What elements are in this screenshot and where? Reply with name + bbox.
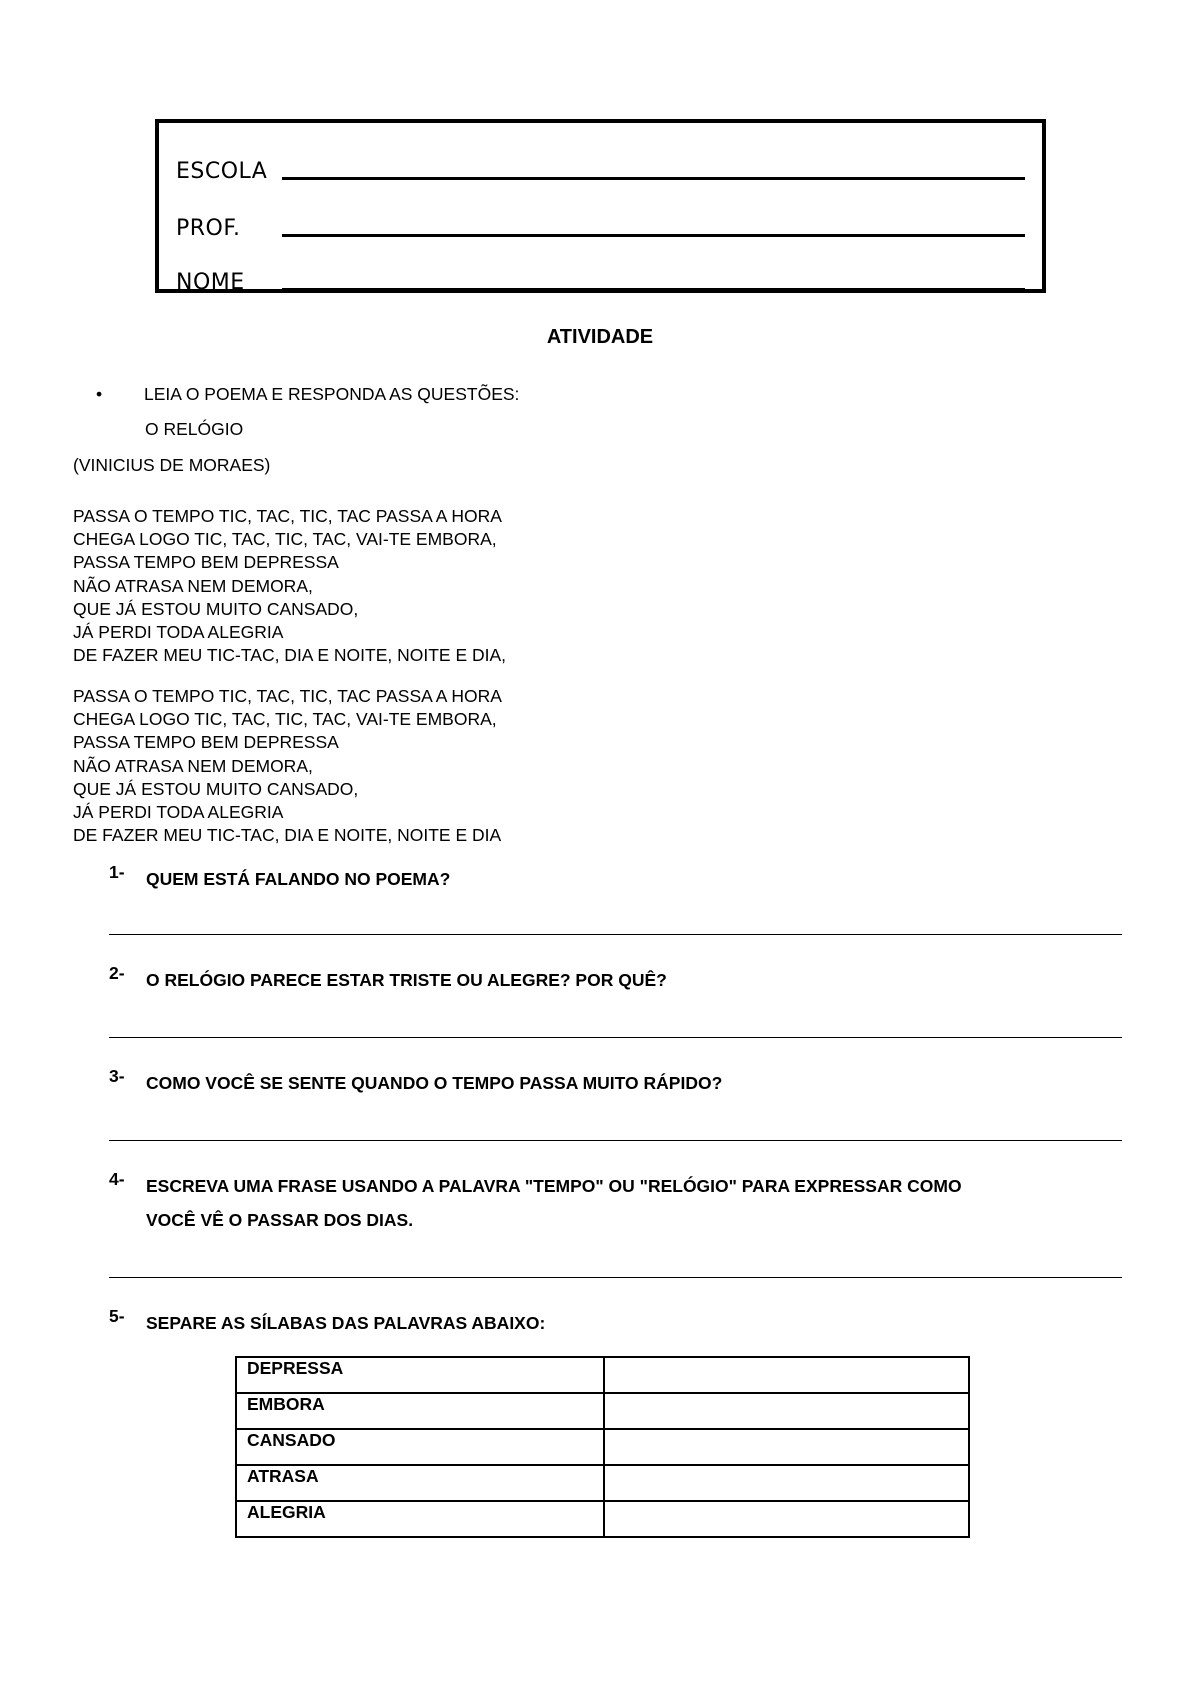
poem-line: PASSA O TEMPO TIC, TAC, TIC, TAC PASSA A HORA [73,686,502,706]
question-text: ESCREVA UMA FRASE USANDO A PALAVRA "TEMPO" OU "RELÓGIO" PARA EXPRESSAR COMO [146,1176,962,1196]
word-cell: ATRASA [236,1465,604,1501]
answer-cell[interactable] [604,1465,969,1501]
question-number: 1- [109,862,125,882]
poem-author: (VINICIUS DE MORAES) [73,455,271,475]
poem-stanza-1 [73,505,506,667]
teacher-input-line[interactable] [282,234,1025,237]
bullet-icon: • [96,384,103,404]
poem-line: JÁ PERDI TODA ALEGRIA [73,622,284,643]
answer-line-2[interactable] [109,1037,1122,1038]
word-cell: ALEGRIA [236,1501,604,1537]
poem-line: NÃO ATRASA NEM DEMORA, [73,575,313,596]
question-text: COMO VOCÊ SE SENTE QUANDO O TEMPO PASSA MUITO RÁPIDO? [146,1073,723,1093]
answer-cell[interactable] [604,1357,969,1393]
table-row [236,1465,969,1501]
poem-line: QUE JÁ ESTOU MUITO CANSADO, [73,598,359,619]
page-title: ATIVIDADE [546,326,654,348]
table-row [236,1393,969,1429]
name-input-line[interactable] [282,288,1025,291]
name-label: NOME [176,270,245,295]
poem-line: PASSA O TEMPO TIC, TAC, TIC, TAC PASSA A HORA [73,506,502,526]
question-number: 5- [109,1306,125,1326]
word-cell: DEPRESSA [236,1357,604,1393]
answer-line-4[interactable] [109,1277,1122,1278]
answer-line-3[interactable] [109,1140,1122,1141]
question-number: 3- [109,1066,125,1086]
poem-line: PASSA TEMPO BEM DEPRESSA [73,552,339,573]
question-text: QUEM ESTÁ FALANDO NO POEMA? [146,869,451,889]
answer-cell[interactable] [604,1429,969,1465]
school-label: ESCOLA [176,159,268,184]
question-number: 4- [109,1169,125,1189]
poem-line: CHEGA LOGO TIC, TAC, TIC, TAC, VAI-TE EMBORA, [73,529,497,550]
question-text: O RELÓGIO PARECE ESTAR TRISTE OU ALEGRE? POR QUÊ? [146,970,667,990]
poem-stanza-2 [73,685,502,847]
poem-line: JÁ PERDI TODA ALEGRIA [73,802,284,823]
poem-line: QUE JÁ ESTOU MUITO CANSADO, [73,778,359,799]
question-text: SEPARE AS SÍLABAS DAS PALAVRAS ABAIXO: [146,1313,546,1333]
question-text: VOCÊ VÊ O PASSAR DOS DIAS. [146,1210,414,1230]
answer-cell[interactable] [604,1501,969,1537]
table-row [236,1501,969,1537]
table-row [236,1357,969,1393]
poem-line: DE FAZER MEU TIC-TAC, DIA E NOITE, NOITE E DIA [73,825,502,846]
table-row [236,1429,969,1465]
school-input-line[interactable] [282,177,1025,180]
teacher-label: PROF. [176,216,241,241]
name-row [176,251,1025,295]
school-row [176,140,1025,184]
poem-title: O RELÓGIO [145,419,244,439]
instruction [96,384,519,405]
answer-cell[interactable] [604,1393,969,1429]
poem-line: PASSA TEMPO BEM DEPRESSA [73,732,339,753]
question-number: 2- [109,963,125,983]
syllable-table [235,1356,970,1538]
poem-line: NÃO ATRASA NEM DEMORA, [73,755,313,776]
poem-line: DE FAZER MEU TIC-TAC, DIA E NOITE, NOITE E DIA, [73,645,507,666]
word-cell: CANSADO [236,1429,604,1465]
header-box [155,119,1046,293]
answer-line-1[interactable] [109,934,1122,935]
instruction-text: LEIA O POEMA E RESPONDA AS QUESTÕES: [144,384,520,404]
word-cell: EMBORA [236,1393,604,1429]
teacher-row [176,197,1025,241]
poem-line: CHEGA LOGO TIC, TAC, TIC, TAC, VAI-TE EMBORA, [73,709,497,730]
